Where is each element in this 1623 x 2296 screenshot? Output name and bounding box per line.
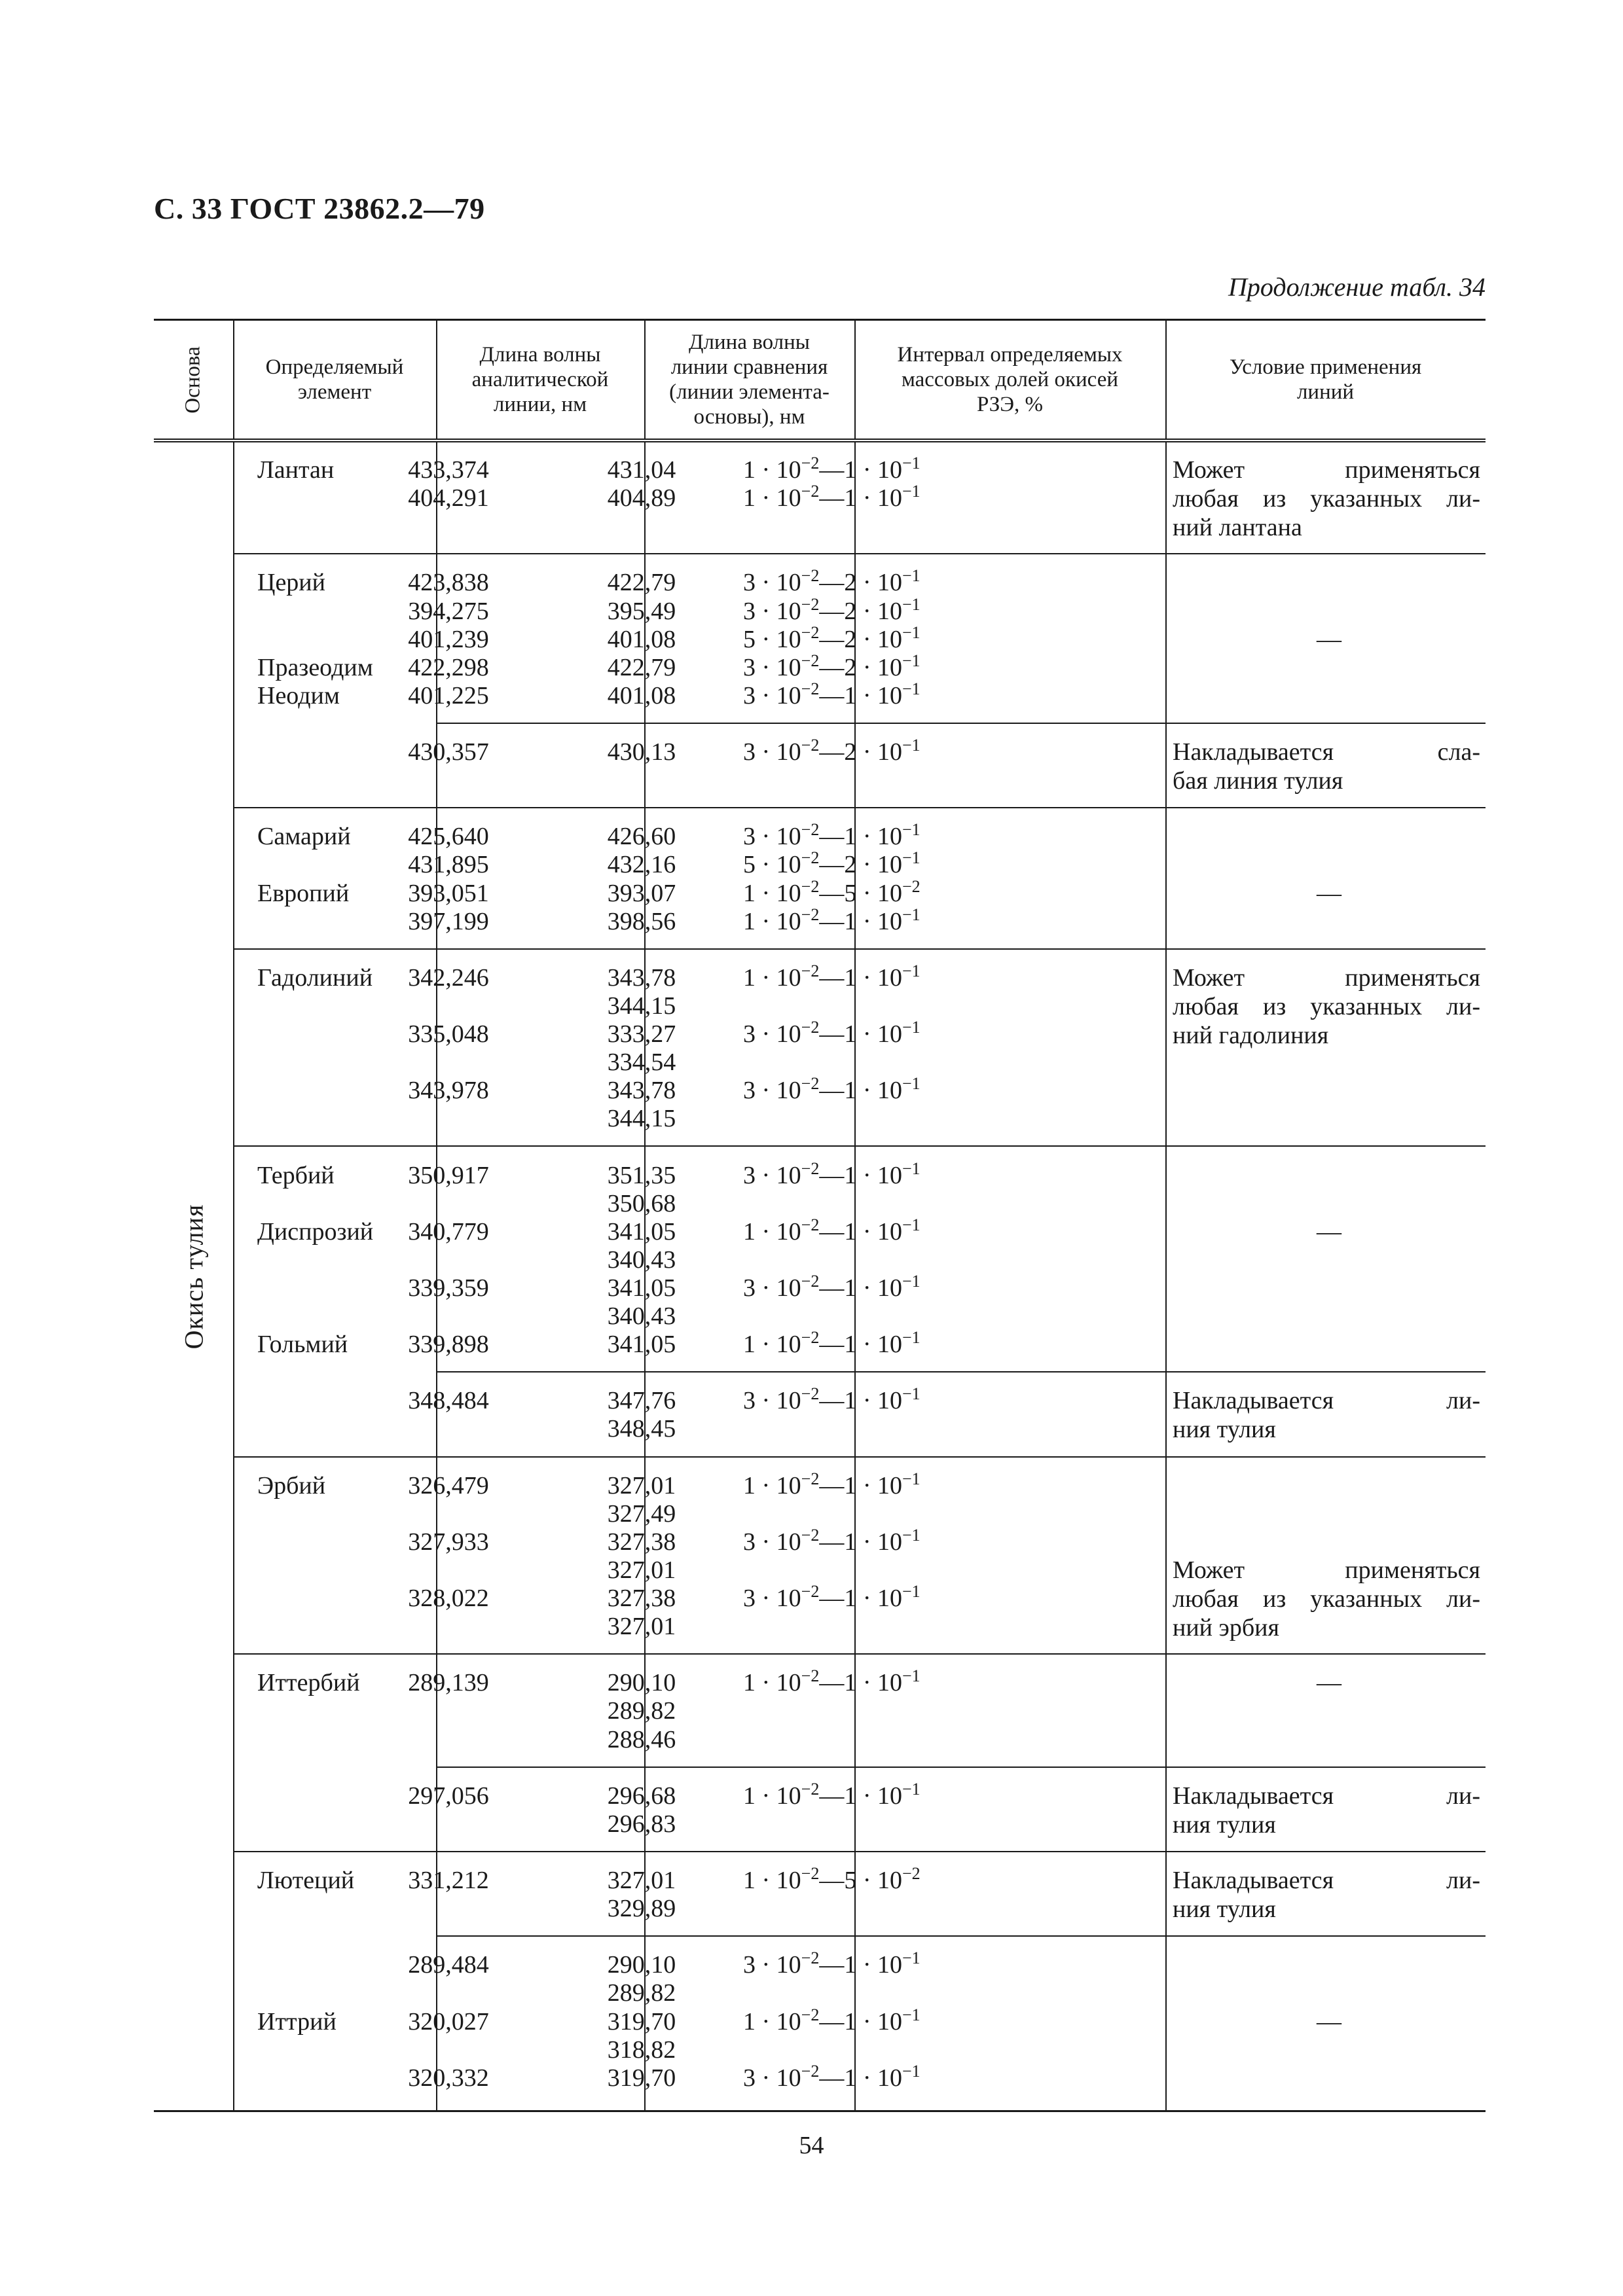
application-condition: Накладывается ли- ния тулия [1173,1782,1480,1839]
comparison-wavelength: 334,54 [607,1049,676,1077]
comparison-wavelength: 351,35 [607,1161,676,1189]
comparison-wavelength: 344,15 [607,1105,676,1133]
element-name: Диспрозий [257,1217,374,1246]
comparison-wavelength: 327,01 [607,1471,676,1499]
analytical-wavelength: 335,048 [408,1020,489,1048]
fraction-interval: $3 \cdot 10^{-2}—1 \cdot 10^{-1}$ [743,1158,921,1189]
analytical-wavelength: 401,239 [408,625,489,653]
fraction-interval: $1 \cdot 10^{-2}—1 \cdot 10^{-1}$ [743,482,921,512]
comparison-wavelength: 401,08 [607,625,676,653]
condition-dash: — [1317,2007,1341,2036]
fraction-interval: $3 \cdot 10^{-2}—1 \cdot 10^{-1}$ [743,1948,921,1979]
element-name: Неодим [257,681,340,709]
fraction-interval: $3 \cdot 10^{-2}—2 \cdot 10^{-1}$ [743,566,921,597]
comparison-wavelength: 398,56 [607,907,676,935]
comparison-wavelength: 404,89 [607,484,676,512]
analytical-wavelength: 343,978 [408,1077,489,1105]
comparison-wavelength: 341,05 [607,1331,676,1359]
element-name: Тербий [257,1161,335,1189]
fraction-interval: $1 \cdot 10^{-2}—5 \cdot 10^{-2}$ [743,876,921,907]
subgroup-divider [436,1371,1486,1372]
analytical-wavelength: 394,275 [408,597,489,625]
element-name: Иттрий [257,2007,337,2036]
comparison-wavelength: 318,82 [607,2036,676,2064]
base-label: Окись тулия [179,1204,208,1349]
comparison-wavelength: 431,04 [607,456,676,484]
element-name: Эрбий [257,1471,326,1499]
element-name: Европий [257,879,350,907]
analytical-wavelength: 401,225 [408,681,489,709]
analytical-wavelength: 393,051 [408,879,489,907]
page-number: 54 [799,2132,824,2159]
analytical-wavelength: 331,212 [408,1867,489,1894]
analytical-wavelength: 433,374 [408,456,489,484]
element-name: Лантан [257,456,335,484]
fraction-interval: $3 \cdot 10^{-2}—2 \cdot 10^{-1}$ [743,594,921,625]
element-name: Самарий [257,823,351,851]
application-condition: Может применяться любая из указанных ли- ний лантана [1173,456,1480,541]
page-title: С. 33 ГОСТ 23862.2—79 [154,192,485,225]
fraction-interval: $5 \cdot 10^{-2}—2 \cdot 10^{-1}$ [743,848,921,879]
comparison-wavelength: 288,46 [607,1725,676,1753]
condition-dash: — [1317,1217,1341,1246]
header-interval: Интервал определяемых массовых долей окисей РЗЭ, % [897,343,1123,416]
analytical-wavelength: 327,933 [408,1528,489,1556]
comparison-wavelength: 343,78 [607,1077,676,1105]
fraction-interval: $3 \cdot 10^{-2}—1 \cdot 10^{-1}$ [743,1074,921,1105]
fraction-interval: $1 \cdot 10^{-2}—1 \cdot 10^{-1}$ [743,905,921,935]
comparison-wavelength: 348,45 [607,1415,676,1443]
comparison-wavelength: 327,49 [607,1499,676,1528]
comparison-wavelength: 319,70 [607,2064,676,2092]
analytical-wavelength: 328,022 [408,1585,489,1612]
header-element: Определяемый элемент [265,355,404,404]
comparison-wavelength: 290,10 [607,1951,676,1979]
comparison-wavelength: 296,83 [607,1810,676,1838]
analytical-wavelength: 320,027 [408,2007,489,2036]
condition-dash: — [1317,879,1341,907]
table-body [154,442,1486,2110]
application-condition: Накладывается сла- бая линия тулия [1173,738,1480,795]
fraction-interval: $3 \cdot 10^{-2}—2 \cdot 10^{-1}$ [743,651,921,681]
comparison-wavelength: 341,05 [607,1274,676,1302]
fraction-interval: $3 \cdot 10^{-2}—2 \cdot 10^{-1}$ [743,736,921,766]
comparison-wavelength: 344,15 [607,992,676,1020]
subgroup-divider [436,1935,1486,1937]
comparison-wavelength: 393,07 [607,879,676,907]
comparison-wavelength: 350,68 [607,1189,676,1217]
fraction-interval: $1 \cdot 10^{-2}—1 \cdot 10^{-1}$ [743,1666,921,1697]
application-condition: Накладывается ли- ния тулия [1173,1867,1480,1923]
group-divider [233,1653,1486,1655]
comparison-wavelength: 327,01 [607,1867,676,1894]
fraction-interval: $1 \cdot 10^{-2}—1 \cdot 10^{-1}$ [743,2005,921,2036]
header-comparison: Длина волны линии сравнения (линии элемента- основы), нм [669,331,830,429]
analytical-wavelength: 431,895 [408,851,489,879]
element-name: Лютеций [257,1867,355,1894]
fraction-interval: $3 \cdot 10^{-2}—1 \cdot 10^{-1}$ [743,820,921,851]
header-condition: Условие применения линий [1229,355,1422,404]
analytical-wavelength: 289,484 [408,1951,489,1979]
group-divider [233,807,1486,808]
fraction-interval: $3 \cdot 10^{-2}—1 \cdot 10^{-1}$ [743,1525,921,1556]
comparison-wavelength: 422,79 [607,653,676,681]
comparison-wavelength: 395,49 [607,597,676,625]
comparison-wavelength: 347,76 [607,1387,676,1415]
analytical-wavelength: 339,898 [408,1331,489,1359]
analytical-wavelength: 342,246 [408,963,489,992]
comparison-wavelength: 343,78 [607,963,676,992]
analytical-wavelength: 339,359 [408,1274,489,1302]
analytical-wavelength: 404,291 [408,484,489,512]
comparison-wavelength: 432,16 [607,851,676,879]
comparison-wavelength: 327,01 [607,1556,676,1584]
analytical-wavelength: 350,917 [408,1161,489,1189]
continuation-note: Продолжение табл. 34 [1228,272,1486,302]
comparison-wavelength: 426,60 [607,823,676,851]
comparison-wavelength: 290,10 [607,1669,676,1697]
comparison-wavelength: 333,27 [607,1020,676,1048]
element-name: Празеодим [257,653,373,681]
analytical-wavelength: 348,484 [408,1387,489,1415]
data-table [154,319,1486,2112]
fraction-interval: $3 \cdot 10^{-2}—1 \cdot 10^{-1}$ [743,1271,921,1302]
fraction-interval: $3 \cdot 10^{-2}—1 \cdot 10^{-1}$ [743,1018,921,1048]
comparison-wavelength: 289,82 [607,1979,676,2007]
comparison-wavelength: 289,82 [607,1697,676,1725]
comparison-wavelength: 422,79 [607,569,676,597]
fraction-interval: $3 \cdot 10^{-2}—1 \cdot 10^{-1}$ [743,1384,921,1415]
group-divider [233,553,1486,554]
subgroup-divider [436,723,1486,724]
group-divider [233,1851,1486,1852]
fraction-interval: $5 \cdot 10^{-2}—2 \cdot 10^{-1}$ [743,622,921,653]
comparison-wavelength: 327,38 [607,1528,676,1556]
analytical-wavelength: 425,640 [408,823,489,851]
fraction-interval: $1 \cdot 10^{-2}—1 \cdot 10^{-1}$ [743,1215,921,1246]
header-wavelength: Длина волны аналитической линии, нм [471,343,609,416]
element-name: Церий [257,569,325,597]
comparison-wavelength: 340,43 [607,1302,676,1330]
condition-dash: — [1317,625,1341,653]
condition-dash: — [1317,1669,1341,1697]
comparison-wavelength: 329,89 [607,1895,676,1923]
analytical-wavelength: 297,056 [408,1782,489,1810]
element-name: Иттербий [257,1669,360,1697]
analytical-wavelength: 430,357 [408,738,489,766]
table-header [154,321,1486,442]
analytical-wavelength: 340,779 [408,1217,489,1246]
header-base: Основа [181,346,205,414]
group-divider [233,1145,1486,1147]
fraction-interval: $3 \cdot 10^{-2}—1 \cdot 10^{-1}$ [743,1582,921,1612]
subgroup-divider [436,1767,1486,1768]
analytical-wavelength: 422,298 [408,653,489,681]
comparison-wavelength: 340,43 [607,1246,676,1274]
comparison-wavelength: 341,05 [607,1217,676,1246]
comparison-wavelength: 327,01 [607,1613,676,1641]
fraction-interval: $1 \cdot 10^{-2}—1 \cdot 10^{-1}$ [743,454,921,484]
fraction-interval: $1 \cdot 10^{-2}—1 \cdot 10^{-1}$ [743,1328,921,1359]
application-condition: Может применяться любая из указанных ли- ний эрбия [1173,1556,1480,1641]
comparison-wavelength: 401,08 [607,681,676,709]
fraction-interval: $1 \cdot 10^{-2}—1 \cdot 10^{-1}$ [743,1779,921,1810]
application-condition: Может применяться любая из указанных ли- ний гадолиния [1173,963,1480,1049]
comparison-wavelength: 319,70 [607,2007,676,2036]
comparison-wavelength: 430,13 [607,738,676,766]
fraction-interval: $1 \cdot 10^{-2}—1 \cdot 10^{-1}$ [743,1469,921,1499]
fraction-interval: $1 \cdot 10^{-2}—1 \cdot 10^{-1}$ [743,961,921,992]
analytical-wavelength: 397,199 [408,907,489,935]
analytical-wavelength: 289,139 [408,1669,489,1697]
element-name: Гольмий [257,1331,348,1359]
application-condition: Накладывается ли- ния тулия [1173,1387,1480,1444]
analytical-wavelength: 423,838 [408,569,489,597]
fraction-interval: $1 \cdot 10^{-2}—5 \cdot 10^{-2}$ [743,1864,921,1894]
analytical-wavelength: 326,479 [408,1471,489,1499]
group-divider [233,1456,1486,1458]
group-divider [233,948,1486,950]
comparison-wavelength: 296,68 [607,1782,676,1810]
fraction-interval: $3 \cdot 10^{-2}—1 \cdot 10^{-1}$ [743,2061,921,2092]
analytical-wavelength: 320,332 [408,2064,489,2092]
fraction-interval: $3 \cdot 10^{-2}—1 \cdot 10^{-1}$ [743,679,921,709]
element-name: Гадолиний [257,963,373,992]
comparison-wavelength: 327,38 [607,1585,676,1612]
